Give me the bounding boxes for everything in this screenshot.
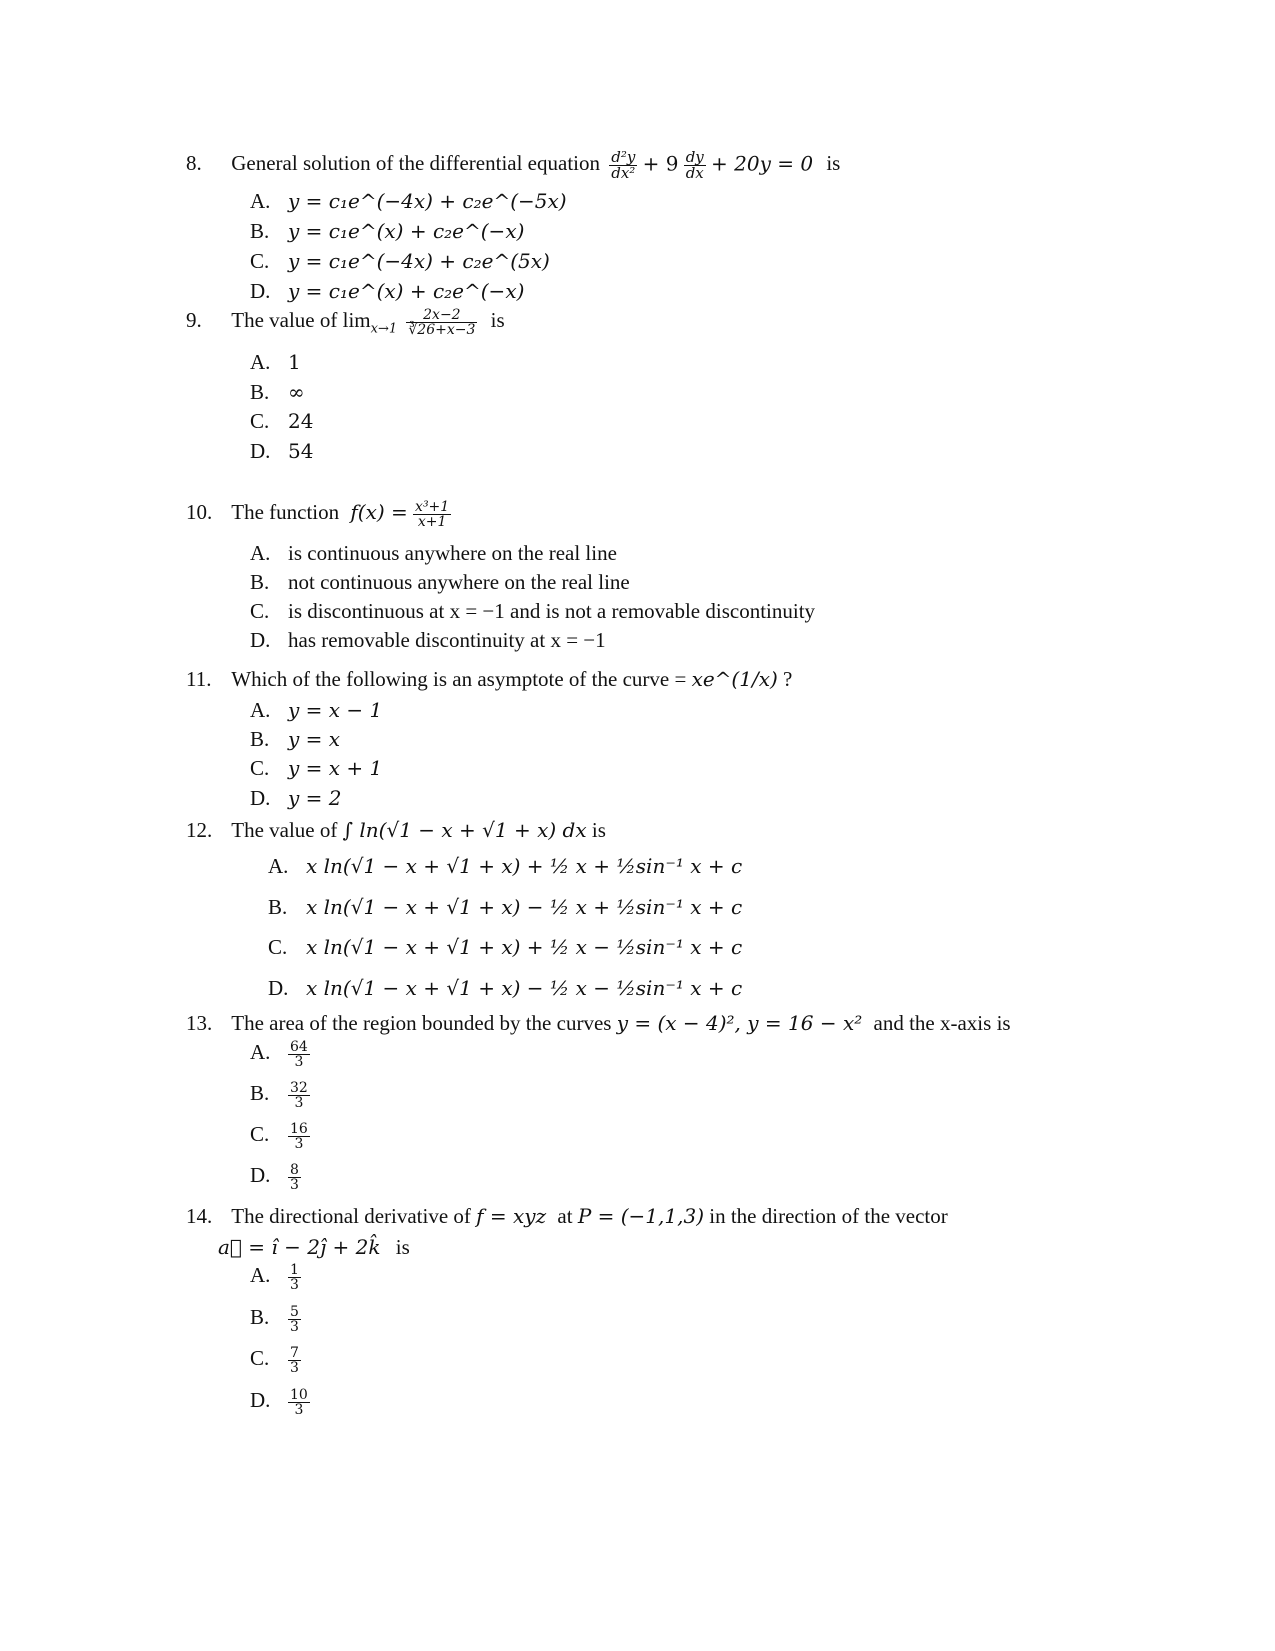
option-c: C. $\frac{16}{3}$ <box>250 1121 308 1152</box>
limit-subscript: x→1 <box>370 321 398 337</box>
question-stem: The value of lim <box>231 308 371 333</box>
option-c: C. 24 <box>250 409 314 433</box>
stem-tail: and the x-axis is <box>873 1011 1011 1035</box>
option-b: B. y = x <box>250 727 341 751</box>
option-d: D. y = c₁e^(x) + c₂e^(−x) <box>250 279 525 303</box>
question-stem: Which of the following is an asymptote of the curve = <box>231 667 687 691</box>
option-b: B. y = c₁e^(x) + c₂e^(−x) <box>250 219 525 243</box>
option-a: A. y = c₁e^(−4x) + c₂e^(−5x) <box>250 189 567 213</box>
at-text: at <box>557 1204 573 1228</box>
d2y-dx2-fraction: $\frac{\text{d²y}}{\text{dx²}}$ <box>611 148 636 182</box>
question-number: 8. <box>186 151 202 176</box>
question-number: 10. <box>186 500 213 525</box>
question-number: 12. <box>186 818 213 842</box>
option-b: B. ∞ <box>250 380 305 404</box>
question-14 <box>186 1206 948 1227</box>
option-d: D. y = 2 <box>250 786 342 810</box>
option-d: D. $\frac{10}{3}$ <box>250 1387 308 1418</box>
question-stem: The function <box>231 500 340 525</box>
question-number: 11. <box>186 667 212 691</box>
question-stem: General solution of the differential equation <box>231 151 600 176</box>
option-c: C. is discontinuous at x = −1 and is not a removable discontinuity <box>250 599 816 623</box>
integrand: ∫ ln(√1 − x + √1 + x) dx <box>342 818 587 842</box>
question-number: 14. <box>186 1204 213 1228</box>
question-11 <box>186 669 792 690</box>
option-c: C. y = x + 1 <box>250 756 383 780</box>
option-c: C. x ln(√1 − x + √1 + x) + ½ x − ½sin⁻¹ x + c <box>268 935 743 959</box>
option-a: A. $\frac{64}{3}$ <box>250 1039 308 1070</box>
option-a: A. x ln(√1 − x + √1 + x) + ½ x + ½sin⁻¹ x + c <box>268 854 743 878</box>
option-a: A. 1 <box>250 350 301 374</box>
limit-fraction: $\frac{2x-2}{∛26+x-3}$ <box>408 307 476 338</box>
question-stem: The value of <box>231 818 338 842</box>
stem-tail: is <box>826 151 841 176</box>
dy-dx-fraction: $\frac{dy}{dx}$ <box>685 148 704 182</box>
question-stem: The directional derivative of <box>231 1204 471 1228</box>
question-8 <box>186 150 840 181</box>
option-d: D. x ln(√1 − x + √1 + x) − ½ x − ½sin⁻¹ x + c <box>268 976 743 1000</box>
point-expression: P = (−1,1,3) <box>577 1204 704 1228</box>
option-d: D. 54 <box>250 439 314 463</box>
curves-expression: y = (x − 4)², y = 16 − x² <box>616 1011 863 1035</box>
option-b: B. $\frac{32}{3}$ <box>250 1080 308 1111</box>
stem-tail: is <box>395 1235 410 1259</box>
function-lhs: f(x) = <box>350 500 408 525</box>
option-c: C. y = c₁e^(−4x) + c₂e^(5x) <box>250 249 550 273</box>
vector-expression: a⃗ = î − 2ĵ + 2k̂ <box>218 1235 381 1259</box>
option-c: C. $\frac{7}{3}$ <box>250 1345 299 1376</box>
stem-tail: is <box>591 818 606 842</box>
question-number: 9. <box>186 308 202 333</box>
stem-tail: is <box>490 308 505 333</box>
option-b: B. not continuous anywhere on the real line <box>250 570 630 594</box>
question-14-vector-line <box>218 1237 410 1258</box>
question-9 <box>186 308 505 337</box>
option-a: A. is continuous anywhere on the real line <box>250 541 617 565</box>
stem-tail: ? <box>783 667 793 691</box>
option-b: B. x ln(√1 − x + √1 + x) − ½ x + ½sin⁻¹ x + c <box>268 895 743 919</box>
question-13 <box>186 1013 1011 1034</box>
question-10 <box>186 500 451 529</box>
coef-9: + 9 <box>642 151 679 176</box>
option-a: A. $\frac{1}{3}$ <box>250 1262 299 1293</box>
option-b: B. $\frac{5}{3}$ <box>250 1304 299 1335</box>
direction-text: in the direction of the vector <box>709 1204 948 1228</box>
curve-expression: xe^(1/x) <box>691 667 778 691</box>
function-fraction: $\frac{\text{x³+1}}{x+1}$ <box>415 499 450 530</box>
equation-rest: + 20y = 0 <box>711 151 814 176</box>
question-stem: The area of the region bounded by the curves <box>231 1011 612 1035</box>
function-expression: f = xyz <box>476 1204 547 1228</box>
option-a: A. y = x − 1 <box>250 698 383 722</box>
question-12 <box>186 820 606 841</box>
question-number: 13. <box>186 1011 213 1035</box>
option-d: D. has removable discontinuity at x = −1 <box>250 628 606 652</box>
option-d: D. $\frac{8}{3}$ <box>250 1162 299 1193</box>
